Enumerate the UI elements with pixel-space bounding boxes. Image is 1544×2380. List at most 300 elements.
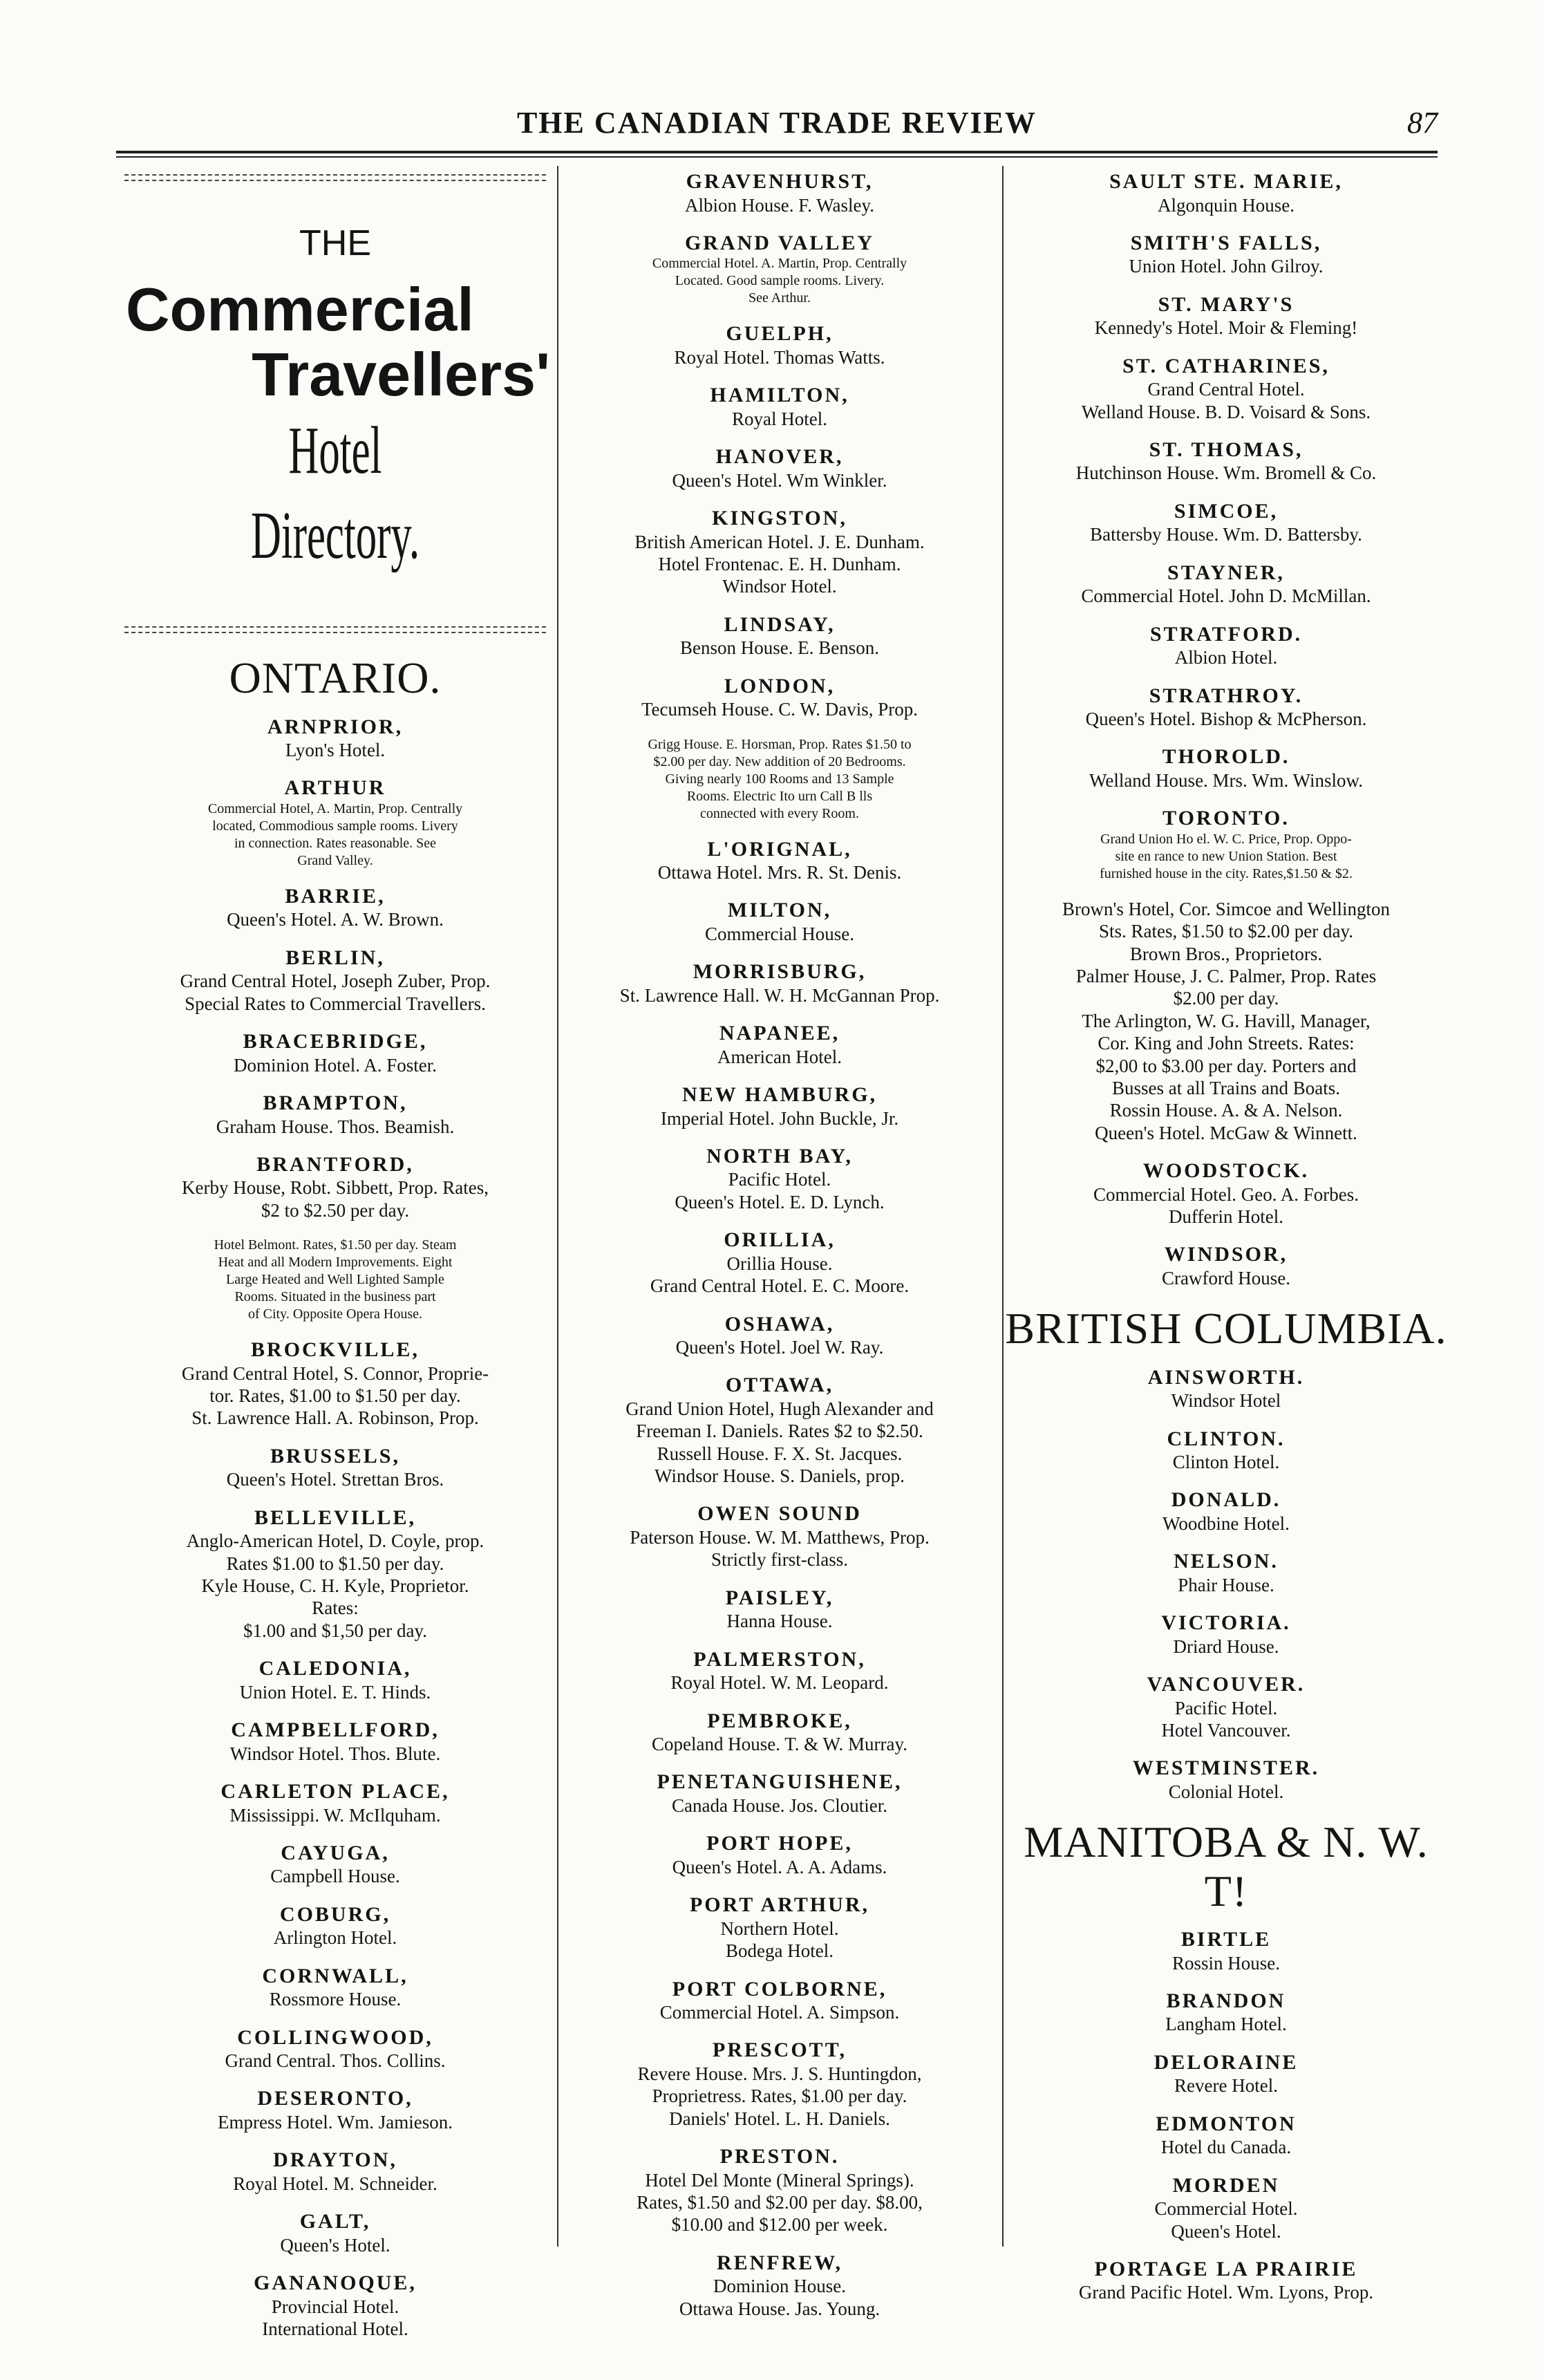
hotel-listing-line: Rossin House. — [1171, 1952, 1280, 1974]
directory-entry — [1005, 1427, 1447, 1474]
hotel-listing-line: Grand Central. Thos. Collins. — [225, 2050, 446, 2072]
directory-entry — [1005, 623, 1447, 669]
directory-entry — [560, 1770, 999, 1817]
hotel-listing-line: Bodega Hotel. — [726, 1940, 834, 1962]
directory-entry — [116, 1718, 554, 1765]
column-rule-1 — [557, 166, 558, 2247]
hotel-listing-line: Queen's Hotel. Strettan Bros. — [226, 1469, 444, 1490]
town-name: AINSWORTH. — [1147, 1365, 1305, 1389]
directory-entry — [1005, 745, 1447, 791]
hotel-listing-line: tor. Rates, $1.00 to $1.50 per day. — [209, 1385, 461, 1407]
title-the: THE — [299, 223, 371, 263]
directory-entry — [1005, 2258, 1447, 2304]
directory-entry — [560, 1228, 999, 1297]
directory-entry — [560, 1145, 999, 1213]
hotel-listing-line: Grand Union Ho el. W. C. Price, Prop. Oppo- — [1100, 831, 1352, 847]
hotel-listing-line: Windsor Hotel — [1171, 1390, 1281, 1412]
directory-entry — [116, 2087, 554, 2133]
town-name: PENETANGUISHENE, — [657, 1770, 903, 1794]
town-name: GUELPH, — [726, 322, 834, 346]
hotel-listing-line: Commercial Hotel. A. Martin, Prop. Centrally — [652, 256, 907, 272]
hotel-listing-line: $2.00 per day. — [1173, 988, 1279, 1009]
hotel-listing-line: site en rance to new Union Station. Best — [1115, 848, 1337, 864]
page-header — [116, 105, 1438, 141]
directory-entry — [560, 384, 999, 430]
hotel-listing-line: Queen's Hotel. Bishop & McPherson. — [1085, 709, 1367, 730]
directory-entry — [1005, 355, 1447, 423]
hotel-listing-line: St. Lawrence Hall. A. Robinson, Prop. — [191, 1407, 479, 1429]
directory-entry — [560, 1893, 999, 1962]
directory-entry — [116, 1842, 554, 1888]
hotel-listing-line: Cor. King and John Streets. Rates: — [1098, 1033, 1355, 1054]
directory-entry — [116, 1657, 554, 1703]
hotel-listing-line: of City. Opposite Opera House. — [248, 1306, 422, 1322]
hotel-listing-line: Benson House. E. Benson. — [680, 637, 879, 659]
directory-entry — [1005, 1366, 1447, 1412]
town-name: LONDON, — [724, 674, 836, 697]
hotel-listing-line: Grand Pacific Hotel. Wm. Lyons, Prop. — [1078, 2282, 1374, 2303]
town-name: MORDEN — [1172, 2173, 1280, 2197]
directory-entry — [116, 2148, 554, 2195]
hotel-listing-line: Daniels' Hotel. L. H. Daniels. — [669, 2108, 890, 2129]
directory-entry — [560, 838, 999, 884]
directory-entry — [116, 1237, 554, 1323]
directory-entry — [560, 2251, 999, 2320]
hotel-listing-line: Union Hotel. E. T. Hinds. — [239, 1681, 431, 1703]
hotel-listing-line: Queen's Hotel. — [280, 2234, 390, 2256]
hotel-listing-line: Queen's Hotel. Joel W. Ray. — [675, 1337, 884, 1358]
directory-entry — [1005, 1989, 1447, 2036]
town-name: BERLIN, — [285, 946, 385, 969]
column-3-entries — [1005, 170, 1447, 2304]
directory-entry — [116, 1965, 554, 2011]
province-heading: BRITISH COLUMBIA. — [1005, 1304, 1447, 1353]
hotel-listing-line: Windsor House. S. Daniels, prop. — [655, 1465, 905, 1487]
hotel-listing-line: Grand Valley. — [297, 852, 373, 868]
hotel-listing-line: Pacific Hotel. — [1174, 1697, 1278, 1718]
town-name: SMITH'S FALLS, — [1130, 231, 1322, 254]
hotel-listing-line: Queen's Hotel. A. A. Adams. — [672, 1856, 887, 1877]
hotel-listing-line: Hotel Belmont. Rates, $1.50 per day. Steam — [214, 1237, 457, 1253]
directory-entry — [1005, 807, 1447, 883]
directory-entry — [560, 1709, 999, 1756]
hotel-listing-line: Pacific Hotel. — [728, 1169, 831, 1190]
hotel-listing-line: Rossmore House. — [269, 1989, 402, 2010]
town-name: NORTH BAY, — [706, 1144, 853, 1168]
town-name: PEMBROKE, — [707, 1709, 852, 1732]
hotel-listing-line: Langham Hotel. — [1165, 2014, 1287, 2035]
directory-entry — [116, 715, 554, 762]
hotel-listing-line: Clinton Hotel. — [1172, 1452, 1280, 1473]
town-name: PORTAGE LA PRAIRIE — [1094, 2257, 1358, 2280]
hotel-listing-line: Hanna House. — [726, 1611, 833, 1632]
hotel-listing-line: American Hotel. — [717, 1046, 842, 1067]
hotel-listing-line: Grand Central Hotel, Joseph Zuber, Prop. — [180, 971, 491, 992]
hotel-listing-line: Arlington Hotel. — [273, 1927, 397, 1949]
directory-entry — [560, 675, 999, 721]
hotel-listing-line: Queen's Hotel. McGaw & Winnett. — [1095, 1122, 1357, 1143]
directory-entry — [1005, 2112, 1447, 2159]
hotel-listing-line: $10.00 and $12.00 per week. — [671, 2214, 888, 2236]
directory-entry — [1005, 170, 1447, 216]
hotel-listing-line: Rooms. Electric Ito urn Call B lls — [686, 788, 873, 804]
hotel-listing-line: Brown Bros., Proprietors. — [1129, 943, 1323, 964]
directory-entry — [560, 1978, 999, 2024]
directory-entry — [1005, 898, 1447, 1144]
town-name: COBURG, — [279, 1902, 391, 1926]
hotel-listing-line: Dominion House. — [713, 2276, 846, 2297]
town-name: OSHAWA, — [724, 1312, 835, 1336]
directory-entry — [1005, 500, 1447, 546]
town-name: EDMONTON — [1156, 2112, 1297, 2135]
town-name: WESTMINSTER. — [1132, 1756, 1320, 1780]
hotel-listing-line: Busses at all Trains and Boats. — [1111, 1077, 1340, 1098]
directory-entry — [560, 960, 999, 1006]
town-name: NELSON. — [1174, 1550, 1279, 1573]
town-name: LINDSAY, — [724, 612, 836, 636]
town-name: PORT ARTHUR, — [689, 1893, 870, 1917]
town-name: KINGSTON, — [712, 507, 847, 530]
town-name: ST. THOMAS, — [1149, 438, 1303, 461]
town-name: MORRISBURG, — [693, 960, 867, 984]
directory-entry — [116, 1153, 554, 1221]
town-name: CORNWALL, — [262, 1964, 408, 1987]
hotel-listing-line: Hotel du Canada. — [1160, 2137, 1292, 2158]
hotel-listing-line: Lyon's Hotel. — [285, 740, 386, 761]
column-1-entries — [116, 654, 554, 2340]
directory-entry — [116, 2210, 554, 2256]
town-name: BIRTLE — [1180, 1928, 1272, 1951]
directory-entry — [1005, 561, 1447, 608]
town-name: SIMCOE, — [1174, 499, 1279, 523]
hotel-listing-line: Crawford House. — [1162, 1267, 1290, 1289]
directory-entry — [560, 2145, 999, 2236]
directory-entry — [1005, 684, 1447, 731]
town-name: WINDSOR, — [1164, 1243, 1288, 1266]
title-travellers: Travellers' — [252, 340, 550, 409]
hotel-listing-line: International Hotel. — [262, 2318, 408, 2340]
directory-entry — [116, 2026, 554, 2072]
town-name: DRAYTON, — [273, 2148, 397, 2172]
hotel-listing-line: Paterson House. W. M. Matthews, Prop. — [630, 1526, 930, 1548]
hotel-listing-line: Strictly first-class. — [711, 1549, 848, 1571]
hotel-listing-line: Dominion Hotel. A. Foster. — [233, 1054, 437, 1076]
town-name: CAYUGA, — [281, 1841, 390, 1864]
town-name: GRAVENHURST, — [686, 170, 874, 193]
hotel-listing-line: $2,00 to $3.00 per day. Porters and — [1095, 1055, 1357, 1076]
directory-entry — [116, 946, 554, 1015]
hotel-listing-line: Hutchinson House. Wm. Bromell & Co. — [1075, 462, 1377, 484]
hotel-listing-line: Special Rates to Commercial Travellers. — [185, 993, 486, 1014]
running-head: THE CANADIAN TRADE REVIEW — [516, 106, 1037, 140]
page-number: 87 — [1407, 106, 1438, 140]
hotel-listing-line: Grand Central Hotel, S. Connor, Proprie- — [181, 1362, 489, 1384]
hotel-listing-line: Graham House. Thos. Beamish. — [216, 1116, 455, 1137]
town-name: CALEDONIA, — [258, 1657, 412, 1680]
hotel-listing-line: Proprietress. Rates, $1.00 per day. — [652, 2086, 907, 2107]
town-name: HAMILTON, — [710, 384, 849, 407]
hotel-listing-line: $2 to $2.50 per day. — [261, 1199, 410, 1221]
hotel-listing-line: Albion Hotel. — [1174, 647, 1278, 668]
town-name: ST. MARY'S — [1158, 292, 1294, 316]
hotel-listing-line: Ottawa Hotel. Mrs. R. St. Denis. — [657, 862, 902, 883]
town-name: BRUSSELS, — [270, 1444, 400, 1468]
directory-entry — [1005, 1488, 1447, 1535]
directory-entry — [1005, 1928, 1447, 1974]
hotel-listing-line: Provincial Hotel. — [271, 2296, 399, 2317]
directory-entry — [1005, 2051, 1447, 2097]
town-name: RENFREW, — [716, 2251, 843, 2274]
hotel-listing-line: Driard House. — [1173, 1636, 1279, 1657]
hotel-listing-line: St. Lawrence Hall. W. H. McGannan Prop. — [619, 984, 940, 1006]
column-rule-2 — [1002, 166, 1004, 2247]
hotel-listing-line: Mississippi. W. McIlquham. — [229, 1804, 441, 1826]
town-name: VICTORIA. — [1161, 1611, 1291, 1635]
hotel-listing-line: Royal Hotel. — [732, 408, 827, 429]
hotel-listing-line: $1.00 and $1,50 per day. — [243, 1620, 427, 1641]
province-heading: ONTARIO. — [229, 653, 442, 703]
hotel-listing-line: Commercial Hotel. Geo. A. Forbes. — [1093, 1183, 1359, 1205]
decorative-rule — [124, 626, 546, 628]
hotel-listing-line: Tecumseh House. C. W. Davis, Prop. — [641, 699, 919, 720]
directory-entry — [116, 1780, 554, 1826]
hotel-listing-line: Queen's Hotel. A. W. Brown. — [227, 909, 444, 930]
town-name: BELLEVILLE, — [254, 1506, 416, 1529]
directory-entry — [560, 170, 999, 216]
directory-entry — [560, 1313, 999, 1359]
town-name: WOODSTOCK. — [1142, 1159, 1310, 1183]
hotel-listing-line: Grand Union Hotel, Hugh Alexander and — [625, 1398, 934, 1419]
directory-entry — [1005, 1159, 1447, 1228]
hotel-listing-line: Queen's Hotel. Wm Winkler. — [672, 469, 887, 491]
town-name: TORONTO. — [1162, 807, 1290, 830]
hotel-listing-line: Queen's Hotel. — [1171, 2220, 1281, 2242]
hotel-listing-line: Battersby House. Wm. D. Battersby. — [1090, 524, 1362, 545]
hotel-listing-line: Commercial House. — [705, 923, 854, 944]
directory-entry — [560, 899, 999, 945]
directory-entry — [560, 613, 999, 659]
hotel-listing-line: Grand Central Hotel. — [1147, 379, 1305, 400]
column-3 — [1005, 170, 1447, 2303]
hotel-listing-line: Copeland House. T. & W. Murray. — [652, 1734, 907, 1755]
town-name: THOROLD. — [1162, 745, 1290, 769]
hotel-listing-line: Hotel Del Monte (Mineral Springs). — [645, 2169, 914, 2191]
hotel-listing-line: Kyle House, C. H. Kyle, Proprietor. — [201, 1575, 469, 1597]
directory-entry — [560, 1832, 999, 1878]
hotel-listing-line: Empress Hotel. Wm. Jamieson. — [218, 2111, 453, 2133]
hotel-listing-line: Colonial Hotel. — [1168, 1781, 1284, 1802]
town-name: GALT, — [299, 2210, 371, 2233]
town-name: COLLINGWOOD, — [237, 2025, 433, 2049]
hotel-listing-line: Rates: — [312, 1597, 359, 1619]
town-name: PALMERSTON, — [693, 1647, 866, 1671]
town-name: NEW HAMBURG, — [681, 1083, 878, 1107]
town-name: DELORAINE — [1154, 2050, 1299, 2074]
hotel-listing-line: connected with every Room. — [700, 805, 859, 821]
town-name: SAULT STE. MARIE, — [1109, 170, 1343, 193]
town-name: CARLETON PLACE, — [220, 1780, 450, 1803]
directory-entry — [560, 1648, 999, 1694]
town-name: ARTHUR — [284, 776, 386, 800]
column-2 — [560, 170, 999, 2319]
town-name: ARNPRIOR, — [267, 715, 404, 738]
town-name: PORT HOPE, — [706, 1832, 853, 1855]
hotel-listing-line: Dufferin Hotel. — [1169, 1206, 1283, 1227]
hotel-listing-line: Heat and all Modern Improvements. Eight — [218, 1255, 453, 1271]
directory-entry — [560, 507, 999, 598]
hotel-listing-line: Welland House. B. D. Voisard & Sons. — [1081, 401, 1371, 422]
hotel-listing-line: Giving nearly 100 Rooms and 13 Sample — [665, 771, 894, 787]
directory-entry — [116, 1338, 554, 1430]
directory-entry — [1005, 438, 1447, 485]
directory-entry — [116, 885, 554, 931]
town-name: VANCOUVER. — [1147, 1673, 1306, 1696]
hotel-listing-line: Rossin House. A. & A. Nelson. — [1109, 1100, 1343, 1121]
hotel-listing-line: Revere Hotel. — [1174, 2075, 1278, 2097]
column-2-entries — [560, 170, 999, 2320]
directory-entry — [1005, 2174, 1447, 2242]
directory-entry — [116, 1030, 554, 1076]
directory-entry — [1005, 232, 1447, 278]
hotel-listing-line: Commercial Hotel. A. Simpson. — [659, 2002, 900, 2023]
town-name: DONALD. — [1171, 1488, 1281, 1512]
directory-entry — [116, 1506, 554, 1642]
hotel-listing-line: Algonquin House. — [1158, 194, 1294, 216]
hotel-listing-line: Royal Hotel. Thomas Watts. — [674, 346, 885, 368]
town-name: OWEN SOUND — [697, 1502, 862, 1526]
hotel-listing-line: Commercial Hotel. — [1154, 2198, 1298, 2220]
hotel-listing-line: $2.00 per day. New addition of 20 Bedrooms. — [653, 753, 906, 769]
hotel-listing-line: Canada House. Jos. Cloutier. — [672, 1795, 887, 1816]
hotel-listing-line: located, Commodious sample rooms. Livery — [212, 818, 458, 834]
hotel-listing-line: Albion House. F. Wasley. — [685, 194, 874, 216]
hotel-listing-line: Commercial Hotel, A. Martin, Prop. Centrally — [207, 800, 463, 816]
hotel-listing-line: Royal Hotel. M. Schneider. — [233, 2173, 437, 2194]
hotel-listing-line: Freeman I. Daniels. Rates $2 to $2.50. — [636, 1421, 923, 1442]
hotel-listing-line: in connection. Rates reasonable. See — [234, 835, 437, 851]
town-name: STRATFORD. — [1149, 622, 1303, 646]
directory-entry — [1005, 293, 1447, 339]
hotel-listing-line: See Arthur. — [749, 290, 811, 306]
hotel-listing-line: Ottawa House. Jas. Young. — [679, 2298, 881, 2319]
town-name: MILTON, — [727, 899, 832, 922]
hotel-listing-line: Grand Central Hotel. E. C. Moore. — [650, 1275, 910, 1297]
town-name: HANOVER, — [715, 445, 844, 469]
directory-entry — [116, 776, 554, 870]
header-rule — [116, 151, 1438, 153]
directory-entry — [1005, 1673, 1447, 1741]
directory-entry — [116, 2271, 554, 2340]
directory-entry — [1005, 1611, 1447, 1658]
town-name: BROCKVILLE, — [251, 1338, 420, 1362]
town-name: OTTAWA, — [725, 1374, 834, 1397]
town-name: PRESCOTT, — [713, 2039, 847, 2062]
town-name: BARRIE, — [285, 884, 386, 908]
town-name: GRAND VALLEY — [684, 231, 875, 254]
town-name: PAISLEY, — [725, 1586, 834, 1609]
hotel-listing-line: Rooms. Situated in the business part — [234, 1289, 436, 1305]
hotel-listing-line: Hotel Vancouver. — [1161, 1720, 1291, 1741]
title-hotel-directory: Hotel Directory. — [250, 413, 420, 573]
hotel-listing-line: Kennedy's Hotel. Moir & Fleming! — [1094, 317, 1358, 339]
town-name: ORILLIA, — [724, 1228, 836, 1252]
hotel-listing-line: Welland House. Mrs. Wm. Winslow. — [1089, 769, 1363, 791]
hotel-listing-line: Union Hotel. John Gilroy. — [1129, 256, 1324, 277]
hotel-listing-line: Kerby House, Robt. Sibbett, Prop. Rates, — [182, 1177, 489, 1199]
hotel-listing-line: British American Hotel. J. E. Dunham. — [634, 531, 925, 552]
town-name: STRATHROY. — [1149, 684, 1303, 707]
directory-entry — [560, 1022, 999, 1068]
hotel-listing-line: Orillia House. — [726, 1253, 833, 1274]
hotel-listing-line: Windsor Hotel. — [722, 576, 837, 597]
title-commercial: Commercial — [126, 275, 474, 344]
directory-entry — [560, 232, 999, 308]
directory-entry — [560, 2039, 999, 2130]
hotel-listing-line: Commercial Hotel. John D. McMillan. — [1081, 585, 1371, 607]
hotel-listing-line: Queen's Hotel. E. D. Lynch. — [675, 1191, 885, 1212]
town-name: STAYNER, — [1167, 561, 1285, 584]
hotel-listing-line: Anglo-American Hotel, D. Coyle, prop. — [186, 1530, 484, 1552]
hotel-listing-line: Sts. Rates, $1.50 to $2.00 per day. — [1099, 921, 1353, 942]
hotel-listing-line: Rates, $1.50 and $2.00 per day. $8.00, — [637, 2191, 923, 2213]
town-name: DESERONTO, — [257, 2087, 413, 2110]
hotel-listing-line: Brown's Hotel, Cor. Simcoe and Wellington — [1062, 898, 1390, 919]
directory-entry — [116, 1445, 554, 1491]
hotel-listing-line: Royal Hotel. W. M. Leopard. — [670, 1672, 889, 1694]
directory-entry — [560, 1502, 999, 1571]
header-rule-thin — [116, 156, 1438, 158]
town-name: BRANTFORD, — [256, 1152, 414, 1176]
hotel-listing-line: Rates $1.00 to $1.50 per day. — [226, 1553, 444, 1574]
town-name: PRESTON. — [719, 2145, 840, 2168]
directory-title-block — [116, 174, 554, 633]
hotel-listing-line: Grigg House. E. Horsman, Prop. Rates $1.50 to — [648, 736, 912, 752]
town-name: GANANOQUE, — [254, 2271, 417, 2295]
decorative-rule — [124, 174, 546, 176]
directory-entry — [560, 1374, 999, 1487]
hotel-listing-line: Woodbine Hotel. — [1162, 1512, 1290, 1534]
hotel-listing-line: furnished house in the city. Rates,$1.50 & $2. — [1100, 865, 1353, 881]
directory-entry — [1005, 1243, 1447, 1289]
hotel-listing-line: Imperial Hotel. John Buckle, Jr. — [660, 1107, 899, 1129]
town-name: BRACEBRIDGE, — [243, 1030, 428, 1053]
town-name: L'ORIGNAL, — [707, 837, 852, 861]
directory-entry — [560, 322, 999, 368]
hotel-listing-line: The Arlington, W. G. Havill, Manager, — [1082, 1010, 1371, 1031]
hotel-listing-line: Located. Good sample rooms. Livery. — [675, 273, 885, 289]
town-name: ST. CATHARINES, — [1122, 354, 1330, 377]
hotel-listing-line: Hotel Frontenac. E. H. Dunham. — [658, 553, 901, 574]
directory-entry — [560, 1586, 999, 1633]
directory-entry — [560, 1083, 999, 1130]
decorative-rule — [124, 632, 546, 633]
directory-entry — [560, 736, 999, 823]
directory-entry — [1005, 1550, 1447, 1596]
town-name: PORT COLBORNE, — [672, 1977, 887, 2000]
directory-entry — [116, 1091, 554, 1138]
hotel-listing-line: Palmer House, J. C. Palmer, Prop. Rates — [1075, 965, 1377, 986]
hotel-listing-line: Campbell House. — [270, 1866, 400, 1887]
town-name: BRANDON — [1166, 1989, 1286, 2012]
hotel-listing-line: Russell House. F. X. St. Jacques. — [657, 1443, 903, 1464]
hotel-listing-line: Large Heated and Well Lighted Sample — [226, 1272, 444, 1288]
directory-entry — [1005, 1756, 1447, 1803]
town-name: CAMPBELLFORD, — [231, 1718, 440, 1742]
column-1 — [116, 170, 554, 2340]
town-name: BRAMPTON, — [263, 1091, 408, 1115]
hotel-listing-line: Phair House. — [1178, 1574, 1274, 1595]
hotel-listing-line: Revere House. Mrs. J. S. Huntingdon, — [637, 2063, 922, 2084]
